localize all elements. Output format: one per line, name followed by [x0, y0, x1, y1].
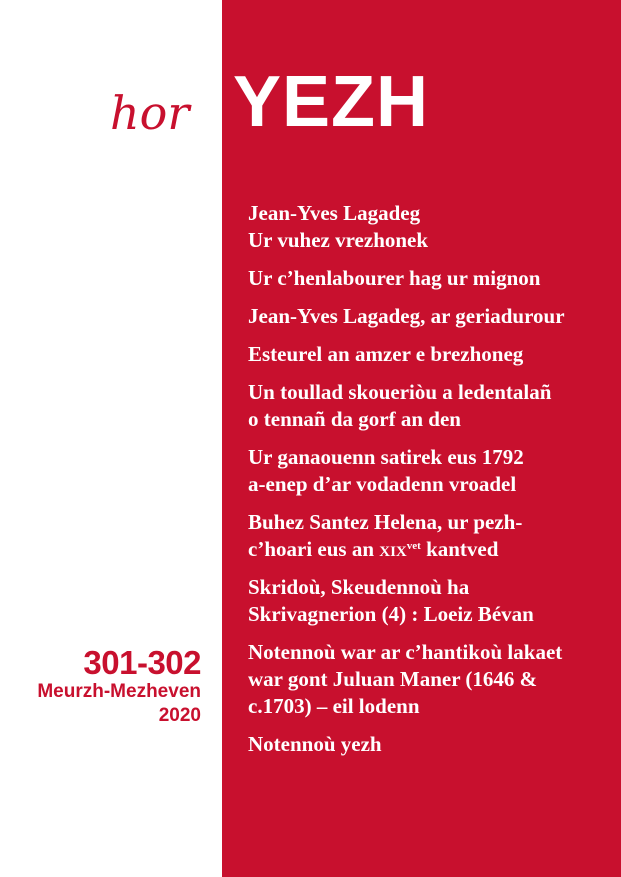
toc-line: Skridoù, Skeudennoù ha: [248, 575, 470, 599]
issue-year: 2020: [158, 705, 201, 726]
toc-item: [248, 265, 613, 292]
title-name: YEZH: [233, 62, 430, 142]
toc-line: Ur ganaouenn satirek eus 1792: [248, 445, 524, 469]
toc-line: Notennoù war ar c’hantikoù lakaet: [248, 640, 563, 664]
toc-line: Ur c’henlabourer hag ur mignon: [248, 266, 541, 290]
toc-line: Skrivagnerion (4) : Loeiz Bévan: [248, 602, 534, 626]
toc-line: [248, 536, 613, 563]
issue-info: [37, 645, 201, 729]
issue-number: 301-302: [83, 644, 201, 681]
toc-item: [248, 639, 613, 720]
toc-item: [248, 574, 613, 628]
roman-numeral: xix: [379, 537, 407, 561]
toc-item: [248, 200, 613, 254]
toc-line: c.1703) – eil lodenn: [248, 694, 420, 718]
toc-line: Jean-Yves Lagadeg, ar geriadurour: [248, 304, 565, 328]
toc-line: Un toullad skoueriòu a ledentalañ: [248, 380, 552, 404]
toc-line: o tennañ da gorf an den: [248, 407, 461, 431]
issue-months: Meurzh-Mezheven: [37, 681, 201, 702]
toc-item: [248, 341, 613, 368]
toc-item: [248, 303, 613, 330]
toc-text: kantved: [420, 537, 499, 561]
toc-item: [248, 444, 613, 498]
toc-line: a-enep d’ar vodadenn vroadel: [248, 472, 517, 496]
table-of-contents: [248, 200, 613, 769]
toc-item: [248, 731, 613, 758]
title-prefix: hor: [110, 86, 190, 140]
toc-line: Notennoù yezh: [248, 732, 382, 756]
ordinal-suffix: vet: [406, 540, 421, 552]
toc-line: Ur vuhez vrezhonek: [248, 228, 429, 252]
toc-line: Buhez Santez Helena, ur pezh-: [248, 510, 523, 534]
toc-line: Jean-Yves Lagadeg: [248, 201, 421, 225]
toc-item: [248, 509, 613, 563]
toc-item: [248, 379, 613, 433]
toc-line: Esteurel an amzer e brezhoneg: [248, 342, 524, 366]
toc-text: c’hoari eus an: [248, 537, 380, 561]
toc-line: war gont Juluan Maner (1646 &: [248, 667, 538, 691]
